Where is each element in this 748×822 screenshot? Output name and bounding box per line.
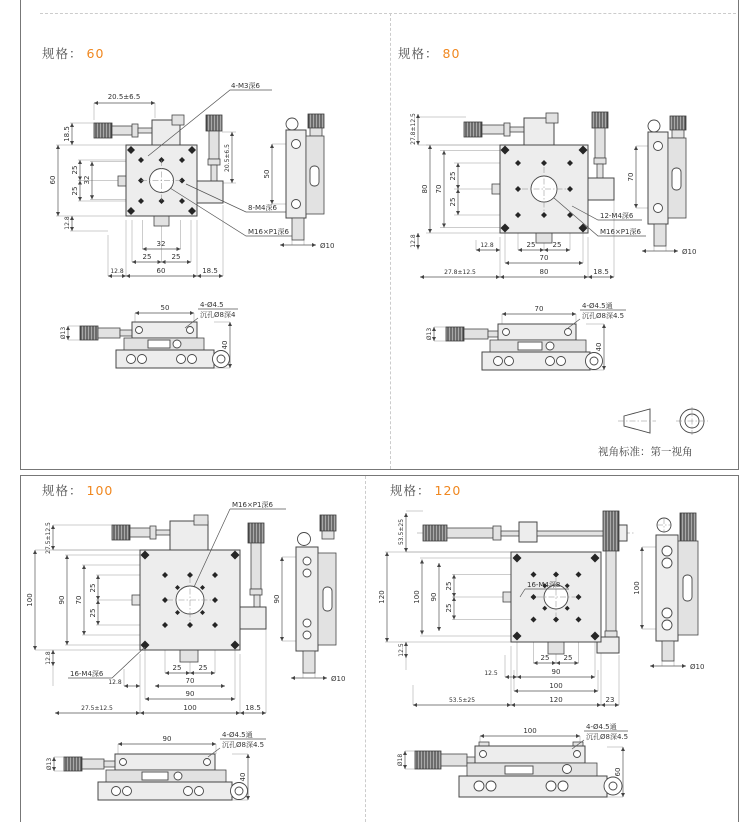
dim-label: 25 <box>449 197 457 207</box>
dim-label: 12.8 <box>480 242 494 249</box>
dim-label: 70 <box>534 305 544 313</box>
dim-label: 100 <box>183 704 197 712</box>
dim-label: 25 <box>171 253 181 261</box>
plan-view <box>49 82 292 276</box>
micrometer-knob <box>248 523 264 543</box>
callout-label: 16-M4深6 <box>70 670 104 678</box>
mount-shaft <box>654 224 666 246</box>
micrometer-knob <box>320 515 336 531</box>
mount-shaft <box>292 218 304 240</box>
dim-label: 23 <box>605 696 615 704</box>
dim-label: Ø10 <box>331 675 346 683</box>
dim-label: 18.5 <box>245 704 261 712</box>
plan-view <box>378 511 635 705</box>
top-dashed-rule <box>40 13 736 14</box>
dim-label: Ø13 <box>46 757 53 771</box>
dim-label: 40 <box>221 340 229 350</box>
dim-label: 12.8 <box>64 216 71 230</box>
micrometer-knob <box>464 122 482 137</box>
micrometer-knob <box>680 513 696 541</box>
dim-label: 25 <box>71 165 79 175</box>
dim-label: 27.5±12.5 <box>81 705 113 712</box>
dim-label: 12.5 <box>484 670 498 677</box>
dim-label: 25 <box>449 171 457 181</box>
side-view <box>273 515 345 683</box>
dim-label: 100 <box>633 581 641 595</box>
dim-label: 20.5±6.5 <box>107 93 141 101</box>
dim-label: 12.5 <box>398 643 405 657</box>
dim-label: Ø18 <box>397 753 404 767</box>
spec-value: 100 <box>86 483 114 498</box>
dim-label: 70 <box>435 184 443 194</box>
callout-label: 4-Ø4.5通 <box>222 731 253 739</box>
front-view <box>426 301 626 370</box>
dim-label: 25 <box>563 654 573 662</box>
dim-label: 18.5 <box>63 126 71 142</box>
dim-label: 80 <box>539 268 549 276</box>
callout-label: 4-Ø4.5通 <box>586 723 617 731</box>
callout-label: 4-Ø4.5通 <box>582 302 613 310</box>
dim-label: Ø10 <box>690 663 705 671</box>
dim-label: 25 <box>71 186 79 196</box>
dim-label: Ø10 <box>682 248 697 256</box>
spec-value: 120 <box>434 483 462 498</box>
spec-label: 规格： <box>398 46 439 61</box>
spec-120-drawing <box>365 495 745 822</box>
dim-label: 50 <box>263 169 271 179</box>
dim-label: 25 <box>445 603 453 613</box>
spec-100-drawing <box>20 495 365 822</box>
micrometer-knob <box>446 327 464 341</box>
spec-value: 60 <box>86 46 105 61</box>
dim-label: 90 <box>185 690 195 698</box>
spec-80-drawing <box>390 70 740 390</box>
callout-label: 沉孔Ø8深4.5 <box>582 312 625 320</box>
dim-label: 53.5±25 <box>398 518 405 546</box>
callout-label: 4-Ø4.5 <box>200 301 224 309</box>
dim-label: 100 <box>413 590 421 604</box>
dim-label: 90 <box>430 592 438 602</box>
plan-view <box>410 112 646 277</box>
front-view <box>46 730 266 800</box>
dim-label: 120 <box>378 590 386 604</box>
dim-label: 12.8 <box>45 651 52 665</box>
front-view <box>60 301 238 368</box>
dim-label: 20.5±6.5 <box>224 144 231 172</box>
dim-label: 100 <box>549 682 563 690</box>
spec-60-header <box>42 44 104 62</box>
dim-label: 12.8 <box>410 234 417 248</box>
dim-label: 120 <box>549 696 563 704</box>
micrometer-knob <box>112 525 130 540</box>
dim-label: 18.5 <box>202 267 218 275</box>
spec-label: 规格： <box>42 483 83 498</box>
dim-label: 60 <box>49 175 57 185</box>
dim-label: 25 <box>445 581 453 591</box>
micrometer-knob <box>94 123 112 138</box>
micrometer-knob <box>423 525 447 541</box>
micrometer-knob <box>592 112 608 128</box>
dim-label: 40 <box>239 772 247 782</box>
dim-label: 25 <box>552 241 562 249</box>
dim-label: 80 <box>421 184 429 194</box>
spec-label: 规格： <box>390 483 431 498</box>
dim-label: 70 <box>539 254 549 262</box>
callout-label: 沉孔Ø8深4.5 <box>586 733 629 741</box>
dim-label: 53.5±25 <box>448 697 476 704</box>
spec-80-header <box>398 44 460 62</box>
callout-label: 16-M4深8 <box>527 581 561 589</box>
dim-label: 25 <box>526 241 536 249</box>
micrometer-knob <box>308 114 324 128</box>
callout-label: M16×P1深6 <box>600 228 641 236</box>
side-view <box>633 513 704 671</box>
dim-label: 25 <box>540 654 550 662</box>
dim-label: 90 <box>551 668 561 676</box>
dim-label: 12.8 <box>110 268 124 275</box>
dim-label: 32 <box>83 175 91 185</box>
dim-label: 90 <box>58 595 66 605</box>
first-angle-symbol <box>600 404 740 444</box>
callout-label: M16×P1深6 <box>248 228 289 236</box>
dim-label: 100 <box>523 727 537 735</box>
dim-label: 25 <box>172 664 182 672</box>
plan-view <box>26 501 286 713</box>
mount-shaft <box>303 651 315 673</box>
dim-label: 90 <box>273 594 281 604</box>
callout-label: M16×P1深6 <box>232 501 273 509</box>
micrometer-knob <box>64 757 82 771</box>
dim-label: 25 <box>142 253 152 261</box>
dim-label: 12.8 <box>108 679 122 686</box>
front-view <box>397 722 628 797</box>
micrometer-knob <box>206 115 222 131</box>
dim-label: Ø13 <box>426 327 433 341</box>
dim-label: 32 <box>156 240 166 248</box>
dim-label: 70 <box>627 172 635 182</box>
mount-shaft <box>662 641 674 661</box>
dim-label: 25 <box>89 583 97 593</box>
dim-label: Ø10 <box>320 242 335 250</box>
dim-label: Ø13 <box>60 326 67 340</box>
micrometer-knob <box>80 326 98 340</box>
dim-label: 27.8±12.5 <box>444 269 476 276</box>
dim-label: 60 <box>156 267 166 275</box>
callout-label: 沉孔Ø8深4 <box>200 311 236 319</box>
view-standard-caption: 视角标准：第一视角 <box>598 446 693 458</box>
dim-label: 100 <box>26 593 34 607</box>
spec-value: 80 <box>442 46 461 61</box>
dim-label: 60 <box>614 767 622 777</box>
micrometer-knob <box>670 116 686 130</box>
dim-label: 27.5±12.5 <box>45 522 52 554</box>
callout-label: 沉孔Ø8深4.5 <box>222 741 265 749</box>
dim-label: 40 <box>595 342 603 352</box>
callout-label: 12-M4深6 <box>600 212 634 220</box>
spec-label: 规格： <box>42 46 83 61</box>
dim-label: 25 <box>89 608 97 618</box>
dim-label: 27.8±12.5 <box>410 113 417 145</box>
dim-label: 70 <box>185 677 195 685</box>
dim-label: 18.5 <box>593 268 609 276</box>
dim-label: 70 <box>75 595 83 605</box>
callout-label: 8-M4深6 <box>248 204 277 212</box>
dim-label: 90 <box>162 735 172 743</box>
micrometer-knob <box>603 511 619 551</box>
spec-60-drawing <box>20 70 380 390</box>
dim-label: 50 <box>160 304 170 312</box>
callout-label: 4-M3深6 <box>231 82 260 90</box>
micrometer-knob <box>415 751 441 769</box>
dim-label: 25 <box>198 664 208 672</box>
